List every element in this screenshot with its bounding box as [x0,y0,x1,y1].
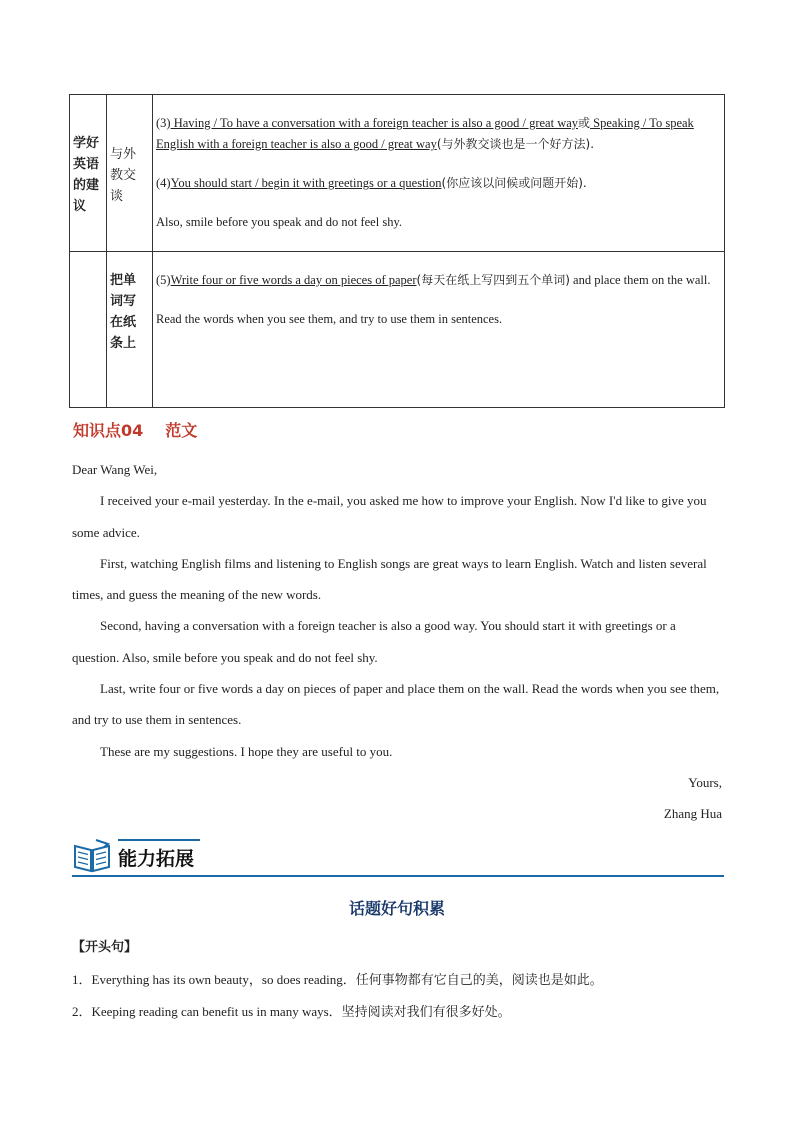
category-label-line: 学好 [73,136,100,151]
category-cell [70,252,107,408]
letter-paragraph: First, watching English films and listening to English songs are great ways to learn English. Watch and listen several times, and guess the meaning of the new words. [72,555,707,603]
advice-item-3: (3) Having / To have a conversation with a foreign teacher is also a good / great way或 Speaking / To speak English with a foreign teacher is also a good / great way(与外教交谈也是一个好方法). [156,116,694,151]
advice-item-5: (5)Write four or five words a day on pieces of paper(每天在纸上写四到五个单词) and place them on the wall. [156,273,711,287]
letter-greeting: Dear Wang Wei, [72,462,158,477]
subcategory-label-line: 谈 [110,189,124,204]
subcategory-label-line: 词写 [110,294,137,309]
advice-table [69,94,725,408]
table-row [70,252,725,408]
category-label-line: 的建 [73,178,100,193]
advice-note: Read the words when you see them, and try to use them in sentences. [156,312,503,326]
open-book-icon [72,838,112,874]
subcategory-label-line: 与外 [110,147,137,162]
table-row [70,95,725,252]
subcategory-label-line: 把单 [110,273,137,288]
list-item: 1．Everything has its own beauty，so does reading．任何事物都有它自己的美，阅读也是如此。 [72,972,603,987]
letter-closing: Yours, [688,774,722,790]
advice-item-4: (4)You should start / begin it with greetings or a question(你应该以问候或问题开始). [156,176,587,190]
subcategory-label-line: 条上 [110,336,137,351]
banner-rule [72,875,724,877]
letter-signature: Zhang Hua [663,806,722,822]
subcategory-label-line: 在纸 [110,315,137,330]
content-cell [153,95,725,252]
letter-paragraph: I received your e-mail yesterday. In the e-mail, you asked me how to improve your English. Now I'd like to give you some advice. [72,493,707,540]
sentence-list [72,932,724,1028]
advice-note: Also, smile before you speak and do not feel shy. [156,215,403,229]
banner-accent-bar [118,839,200,841]
section-banner [72,836,724,878]
letter-paragraph: These are my suggestions. I hope they are useful to you. [100,743,393,759]
section-subheading: 话题好句积累 [348,899,445,918]
category-label-line: 英语 [73,157,100,172]
list-item: 2．Keeping reading can benefit us in many ways．坚持阅读对我们有很多好处。 [72,1004,511,1019]
subcategory-cell [107,252,153,408]
banner-title: 能力拓展 [118,848,195,870]
knowledge-point-title: 范文 [165,421,198,440]
knowledge-point-heading [73,418,197,441]
category-cell [70,95,107,252]
letter-paragraph: Last, write four or five words a day on pieces of paper and place them on the wall. Read the words when you see them, and try to use them in sentences. [72,681,720,728]
letter-paragraph: Second, having a conversation with a foreign teacher is also a good way. You should start it with greetings or a question. Also, smile before you speak and do not feel shy. [72,618,676,665]
model-letter [72,454,724,830]
category-label-line: 议 [73,199,87,214]
subcategory-label-line: 教交 [110,168,137,183]
knowledge-point-label: 知识点04 [73,421,144,440]
content-cell [153,252,725,408]
subcategory-cell [107,95,153,252]
sentence-group-label: 【开头句】 [72,940,138,955]
